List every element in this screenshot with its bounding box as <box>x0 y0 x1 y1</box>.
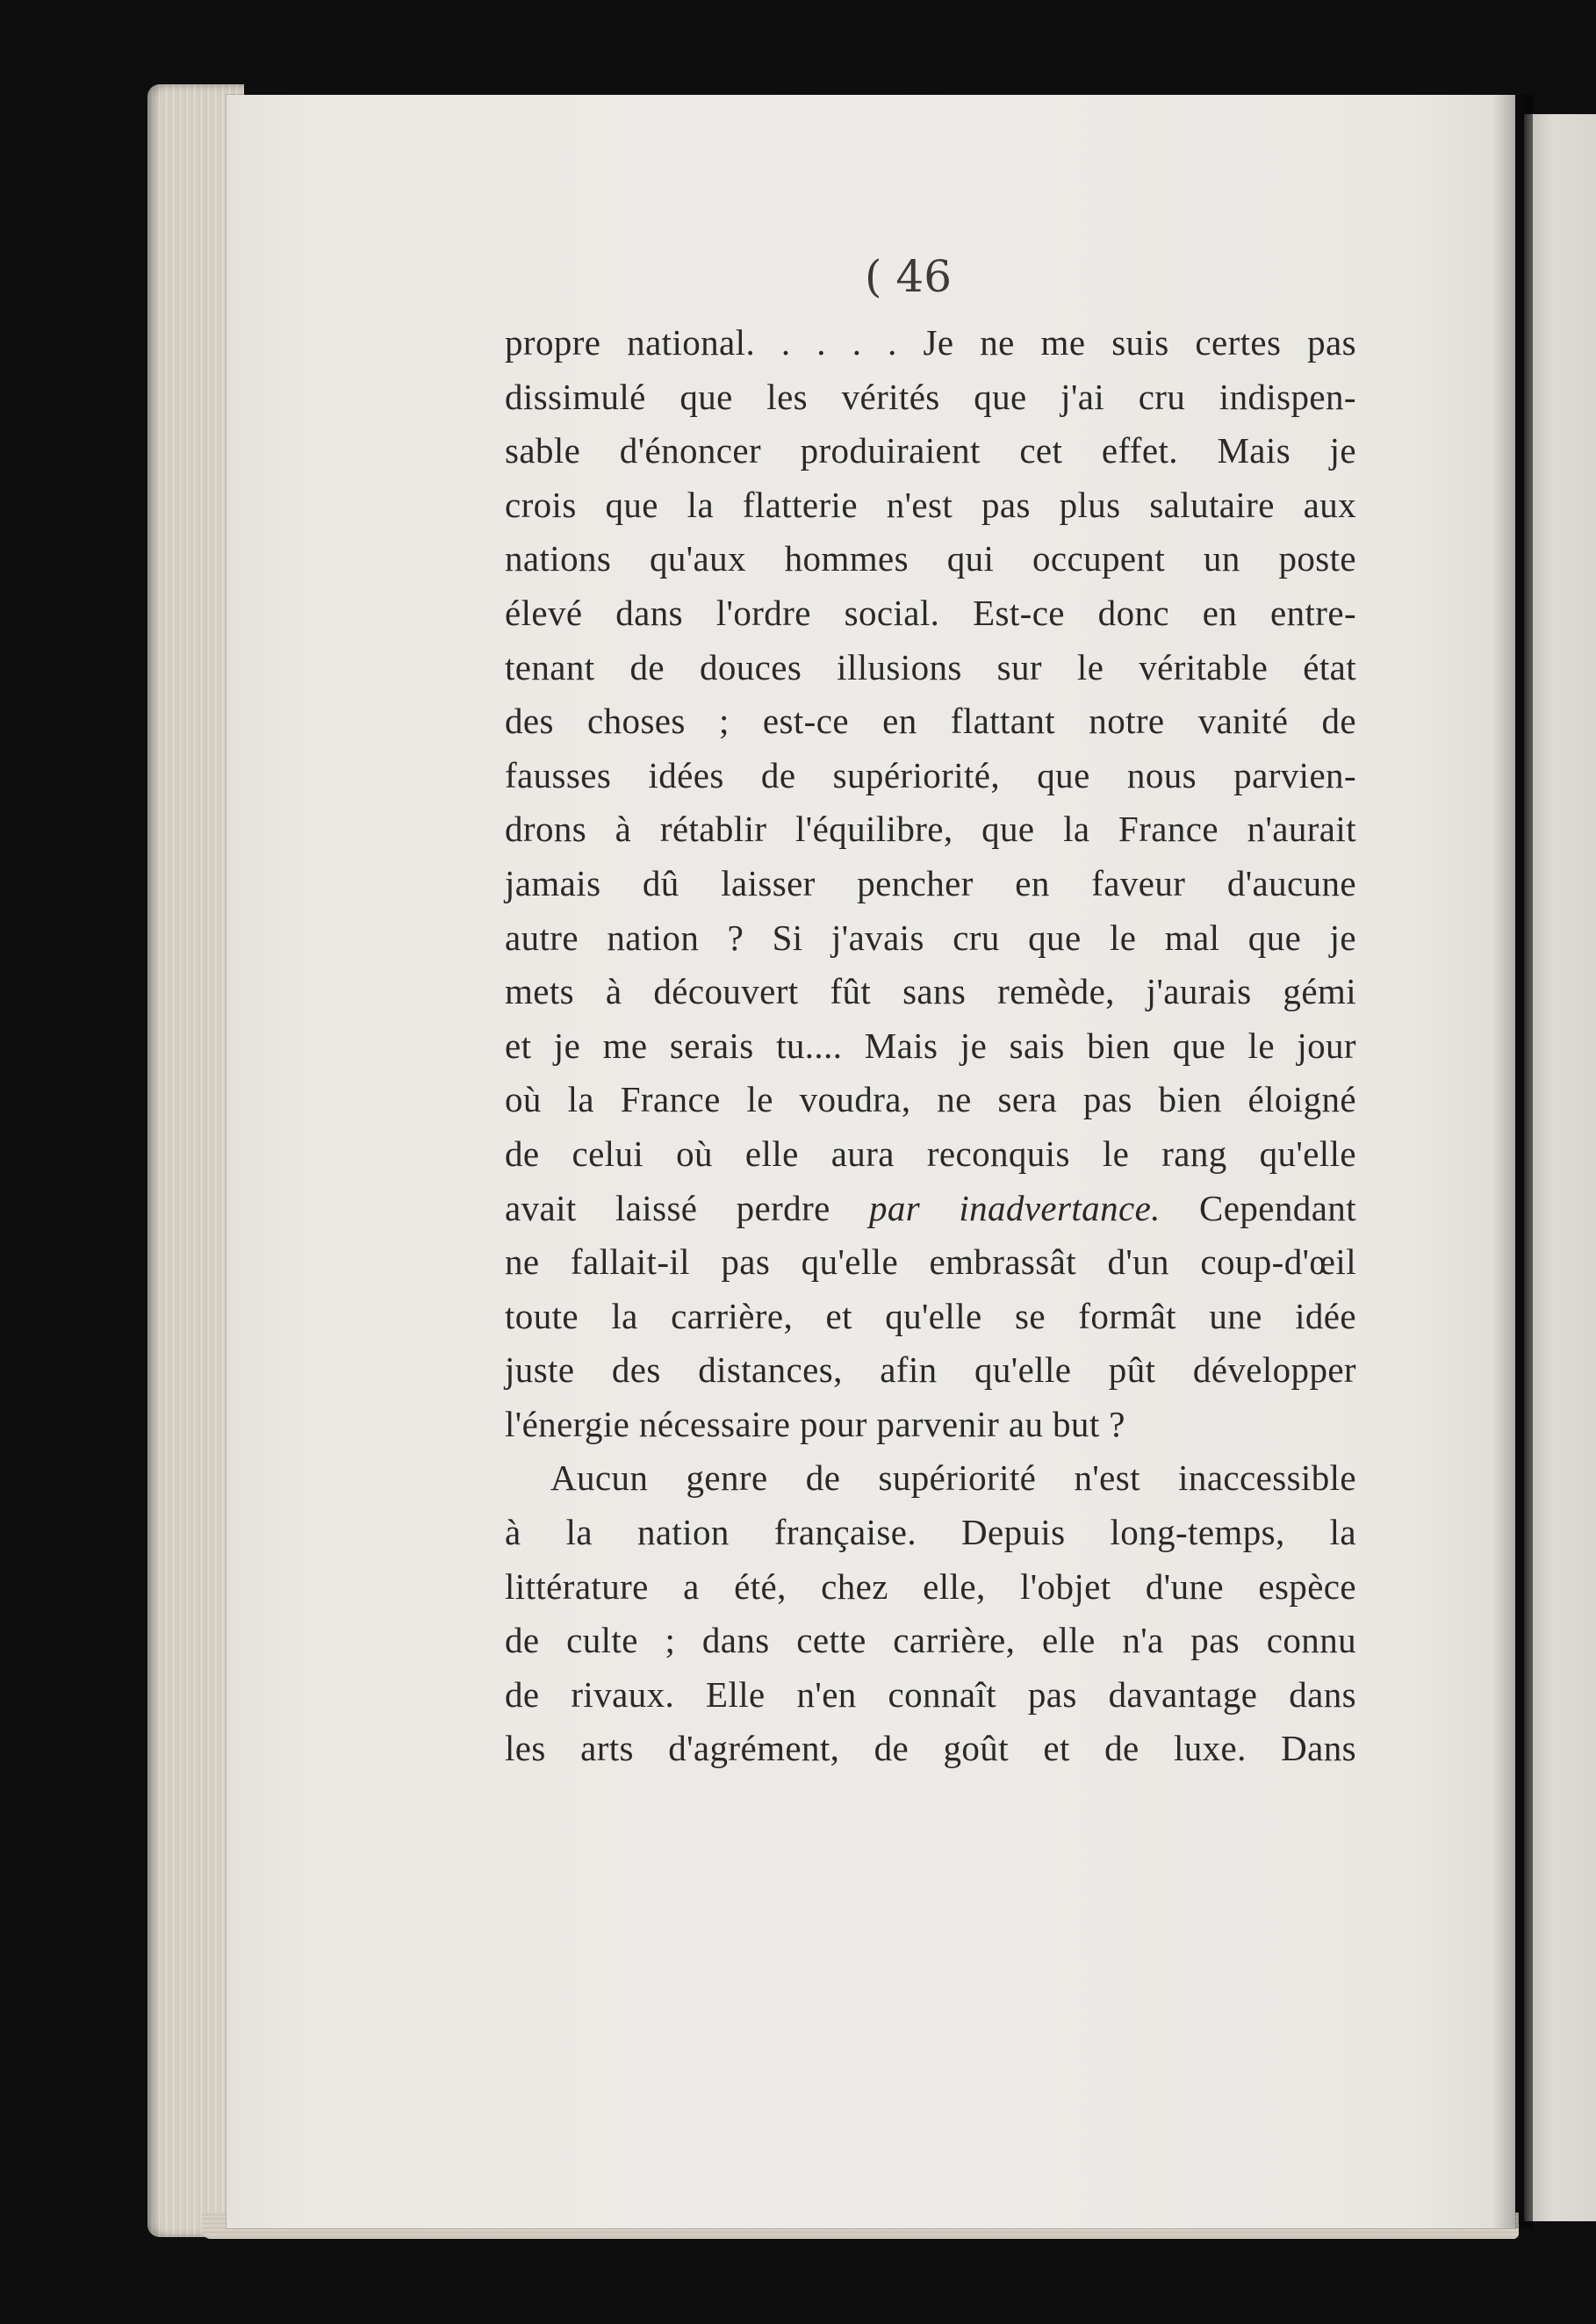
page-number: ( 46 <box>865 251 953 302</box>
text-line: de celui où elle aura reconquis le rang qu'elle <box>505 1133 1356 1174</box>
paragraph-end-line: l'énergie nécessaire pour parvenir au but ? <box>505 1403 1125 1444</box>
text-line: où la France le voudra, ne sera pas bien éloigné <box>505 1079 1356 1120</box>
facing-page-edge <box>1524 114 1596 2221</box>
text-line: et je me serais tu.... Mais je sais bien que le jour <box>505 1025 1356 1066</box>
text-line: tenant de douces illusions sur le véritable état <box>505 646 1356 687</box>
text-line: nations qu'aux hommes qui occupent un poste <box>505 538 1356 579</box>
text-line: élevé dans l'ordre social. Est-ce donc en entre- <box>505 592 1356 633</box>
text-line-italic-phrase <box>505 1182 1356 1236</box>
paragraph-start-line: Aucun genre de supériorité n'est inaccessible <box>550 1457 1356 1499</box>
text-line: ne fallait-il pas qu'elle embrassât d'un coup-d'œil <box>505 1241 1356 1283</box>
page-text <box>505 316 1356 1776</box>
text-line: littérature a été, chez elle, l'objet d'une espèce <box>505 1565 1356 1607</box>
text-line: autre nation ? Si j'avais cru que le mal que je <box>505 917 1356 958</box>
gutter-shadow <box>1492 95 1533 2228</box>
text-line: jamais dû laisser pencher en faveur d'aucune <box>505 862 1356 903</box>
text-line: juste des distances, afin qu'elle pût développer <box>505 1349 1356 1391</box>
text-segment: Cependant <box>1160 1187 1356 1228</box>
text-line: sable d'énoncer produiraient cet effet. Mais je <box>505 430 1356 471</box>
text-line: de culte ; dans cette carrière, elle n'a pas connu <box>505 1620 1356 1661</box>
text-line: toute la carrière, et qu'elle se formât une idée <box>505 1295 1356 1336</box>
text-line: mets à découvert fût sans remède, j'aurais gémi <box>505 971 1356 1012</box>
text-line: drons à rétablir l'équilibre, que la France n'aurait <box>505 809 1356 850</box>
text-line: des choses ; est-ce en flattant notre vanité de <box>505 701 1356 742</box>
text-line: dissimulé que les vérités que j'ai cru indispen- <box>505 376 1356 417</box>
text-line: les arts d'agrément, de goût et de luxe. Dans <box>505 1728 1356 1769</box>
italic-emphasis: par inadvertance. <box>868 1187 1161 1228</box>
text-line: crois que la flatterie n'est pas plus salutaire aux <box>505 484 1356 525</box>
text-line: de rivaux. Elle n'en connaît pas davantage dans <box>505 1673 1356 1715</box>
text-line: propre national. . . . . Je ne me suis certes pas <box>505 322 1356 363</box>
text-segment: avait laissé perdre <box>505 1187 869 1228</box>
text-line: fausses idées de supériorité, que nous parvien- <box>505 754 1356 795</box>
text-line: à la nation française. Depuis long-temps, la <box>505 1512 1356 1553</box>
